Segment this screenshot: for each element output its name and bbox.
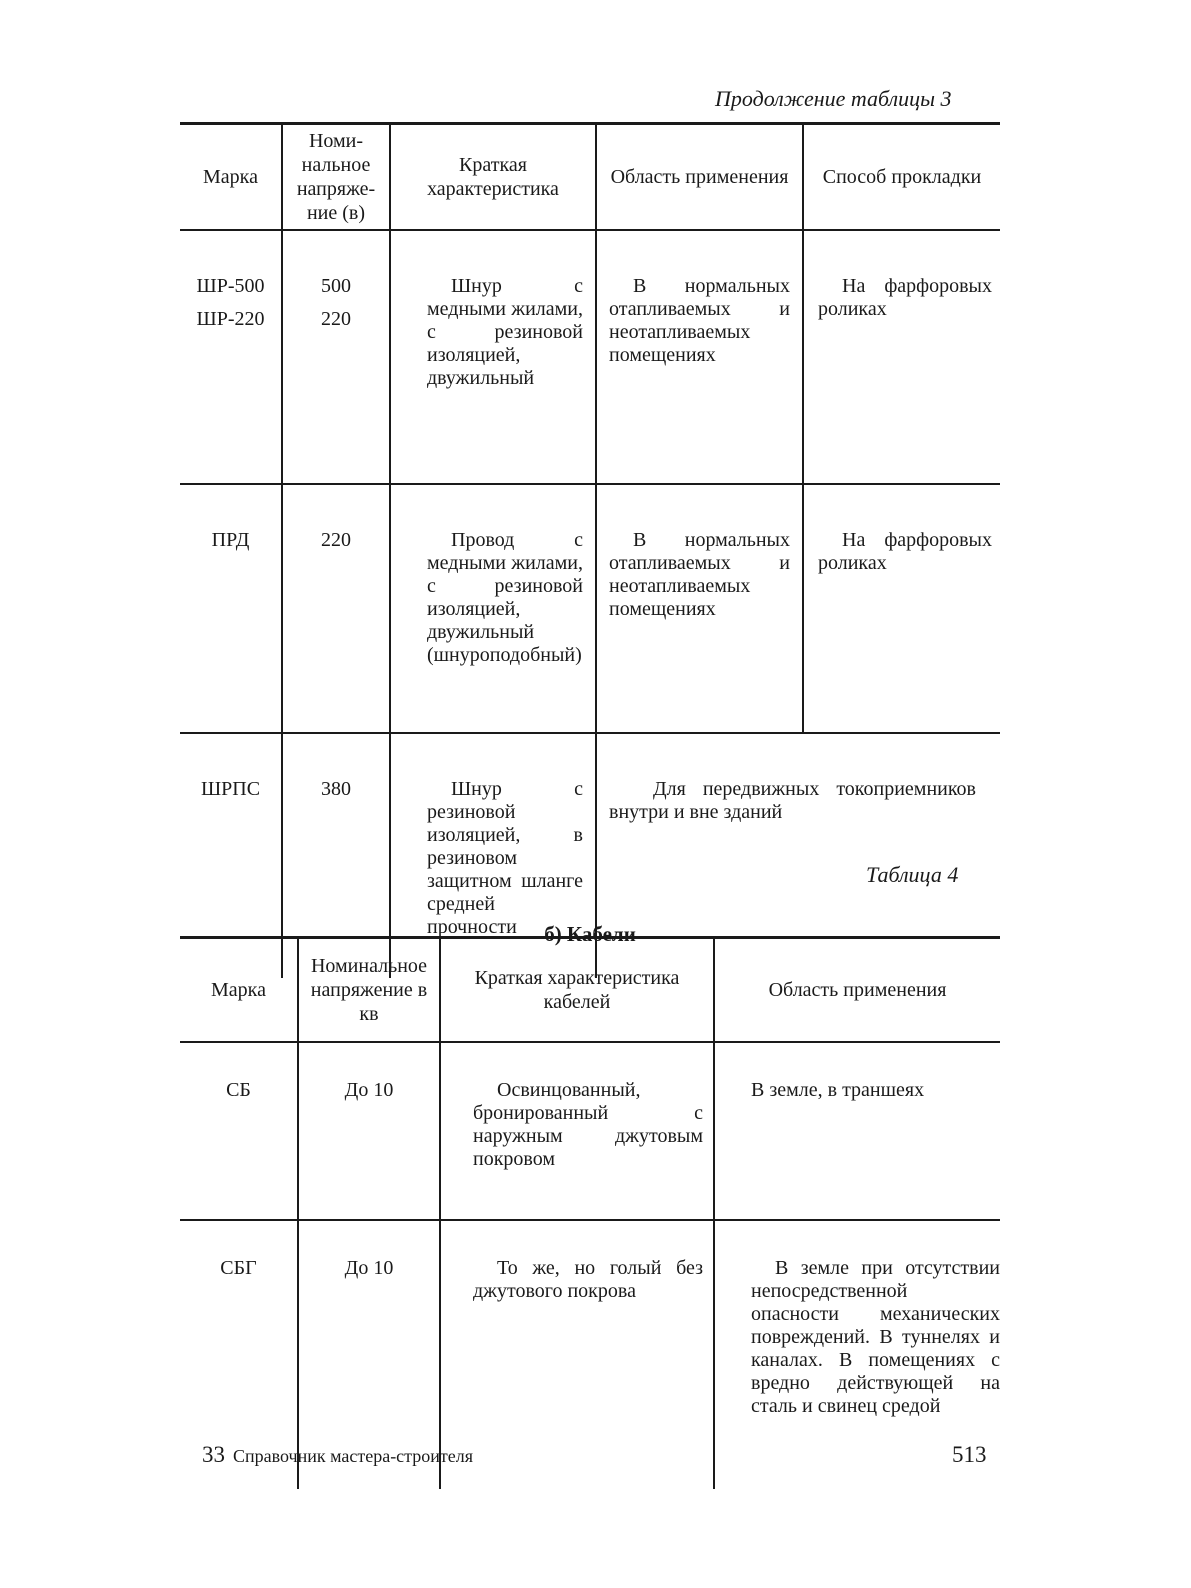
voltage-text: 220 — [321, 308, 351, 330]
cell-voltage: До 10 — [298, 1220, 440, 1489]
description-text: Провод с медными жилами, с резиновой изоляцией, двужильный (шнуроподобный) — [427, 529, 583, 666]
header-voltage: Номи-нальное напряже-ние (в) — [282, 124, 390, 231]
laying-text: На фарфоровых роликах — [818, 275, 992, 320]
cell-description — [390, 484, 596, 733]
cell-area — [596, 230, 803, 484]
description-text: Шнур с медными жилами, с резиновой изоляцией, двужильный — [427, 275, 583, 389]
description-text: Освинцованный, бронированный с наружным джутовым покровом — [473, 1079, 703, 1170]
cell-laying — [803, 230, 1000, 484]
voltage-text: 380 — [321, 778, 351, 800]
description-text: То же, но голый без джутового покрова — [473, 1257, 703, 1302]
cell-description — [440, 1220, 714, 1489]
mark-text: ШРПС — [200, 778, 261, 800]
table4-subtitle: б) Кабели — [544, 922, 636, 946]
voltage-text: 220 — [321, 529, 351, 551]
table4-caption: Таблица 4 — [866, 862, 959, 887]
cell-area — [714, 1042, 1000, 1220]
header-mark: Марка — [180, 938, 298, 1043]
cell-mark — [180, 484, 282, 733]
cell-voltage — [282, 230, 390, 484]
cell-mark: СБ — [226, 1079, 251, 1101]
description-text: Шнур с резиновой изоляцией, в резиновом защитном шланге средней прочности — [427, 778, 583, 938]
cell-mark — [180, 230, 282, 484]
cell-area — [596, 484, 803, 733]
table4 — [180, 936, 1000, 1489]
cell-voltage — [282, 484, 390, 733]
voltage-text: 500 — [321, 275, 351, 297]
area-and-laying-text: Для передвижных токоприемников внутри и вне зданий — [609, 778, 976, 823]
cell-mark: СБГ — [180, 1220, 298, 1489]
signature-number: 33 — [202, 1442, 225, 1467]
header-mark: Марка — [180, 124, 282, 231]
area-text: В нормальных отапливаемых и неотапливаемых помещениях — [609, 529, 790, 620]
cell-voltage: До 10 — [298, 1042, 440, 1220]
header-area: Область применения — [596, 124, 803, 231]
mark-text: ШР-500 — [196, 275, 265, 297]
mark-text: ПРД — [211, 529, 250, 551]
area-text: В нормальных отапливаемых и неотапливаемых помещениях — [609, 275, 790, 366]
header-area: Область применения — [714, 938, 1000, 1043]
table3-caption: Продолжение таблицы 3 — [715, 86, 952, 111]
cell-description — [440, 1042, 714, 1220]
table3-header-row — [180, 124, 1000, 231]
table3 — [180, 122, 1000, 978]
cell-laying — [803, 484, 1000, 733]
header-laying: Способ прокладки — [803, 124, 1000, 231]
area-text: В земле при отсутствии непосредственной опасности механических повреждений. В туннелях и каналах. В помещениях с вредно действующей на сталь и свинец средой — [751, 1257, 1000, 1417]
header-description: Краткая характеристика кабелей — [440, 938, 714, 1043]
table-row — [180, 230, 1000, 484]
footer-book-info — [202, 1442, 473, 1468]
header-description: Краткая характеристика — [390, 124, 596, 231]
table-row — [180, 484, 1000, 733]
table-row — [180, 1042, 1000, 1220]
table4-header-row — [180, 938, 1000, 1043]
laying-text: На фарфоровых роликах — [818, 529, 992, 574]
area-text: В земле, в траншеях — [751, 1079, 925, 1101]
mark-text: ШР-220 — [196, 308, 265, 330]
page-number: 513 — [952, 1442, 987, 1467]
book-title: Справочник мастера-строителя — [233, 1446, 474, 1466]
header-voltage: Номинальное напряжение в кв — [298, 938, 440, 1043]
cell-description — [390, 230, 596, 484]
